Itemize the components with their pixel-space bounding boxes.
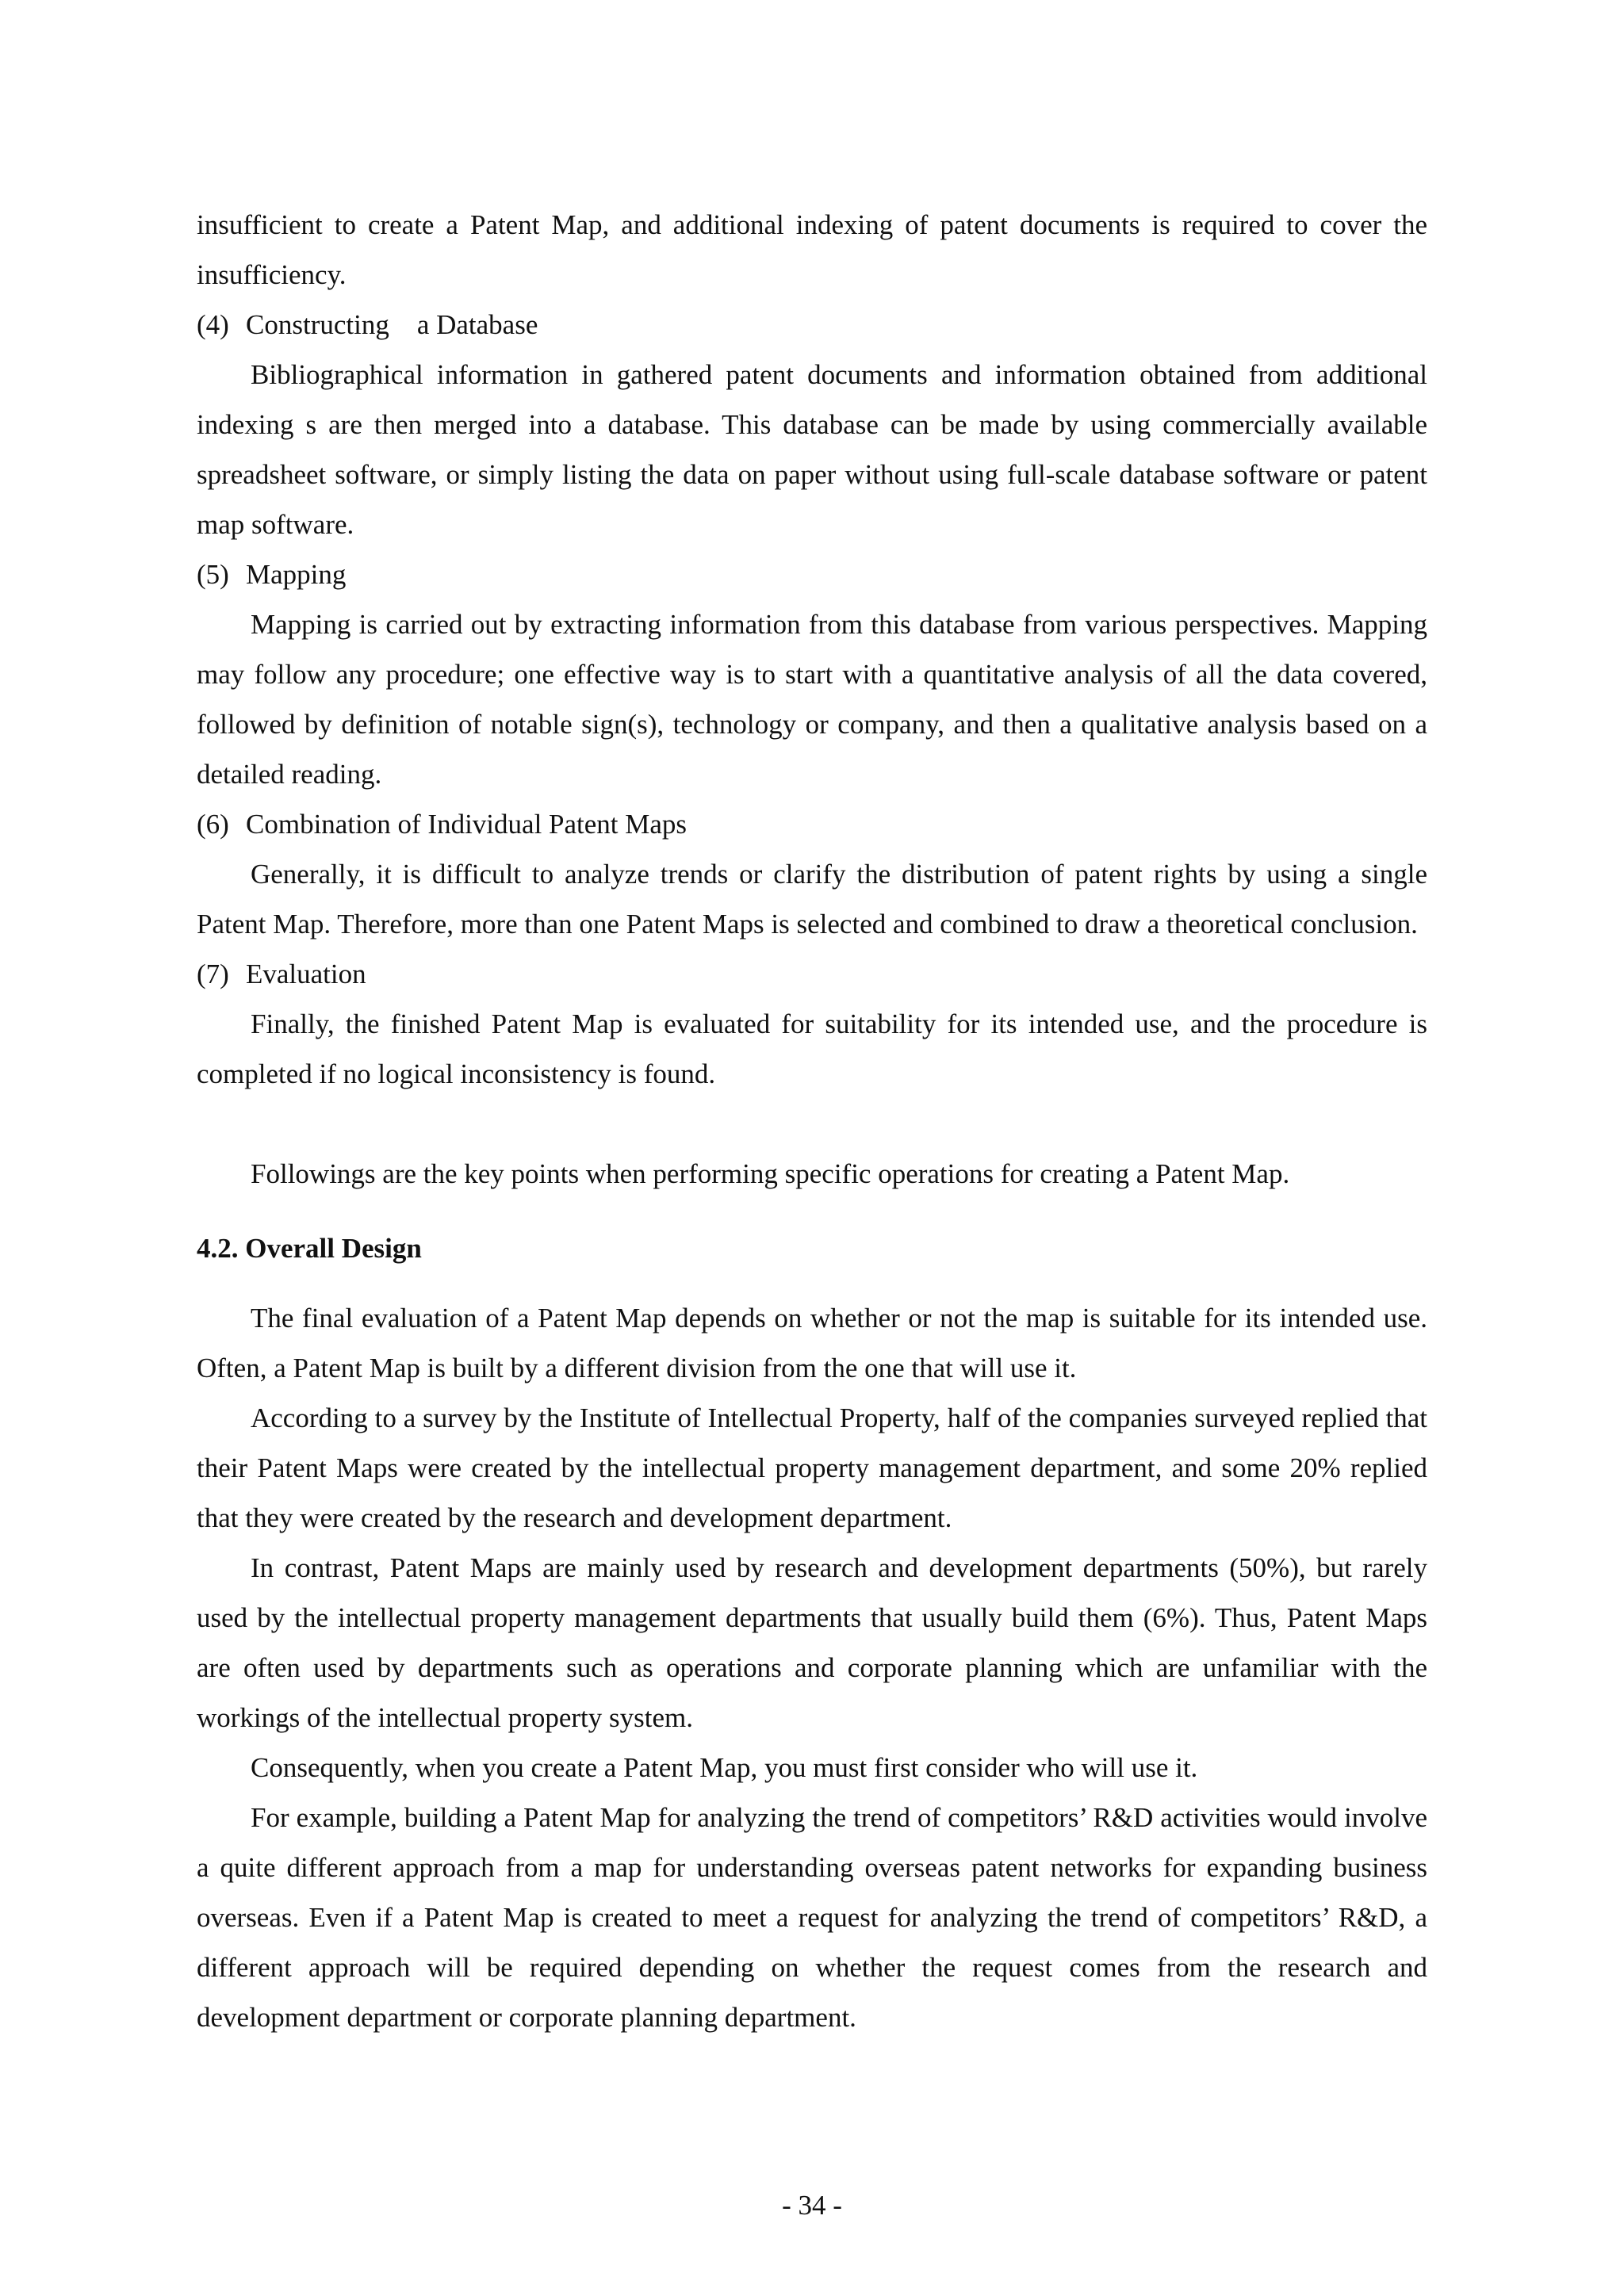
section-paragraph-1: The final evaluation of a Patent Map depends on whether or not the map is suitable for its intended use. Often, a Patent Map is built by a different division from the one that will use it. (197, 1303, 1427, 1383)
step-4-number: (4) (197, 309, 229, 340)
continuation-paragraph: insufficient to create a Patent Map, and additional indexing of patent documents is required to cover the insufficiency. (197, 209, 1427, 290)
step-6-heading (197, 799, 1427, 849)
step-5-title: Mapping (246, 559, 347, 590)
step-5-paragraph: Mapping is carried out by extracting information from this database from various perspectives. Mapping may follow any procedure; one effective way is to start with a quantitative analysis of all the data covered, followed by definition of notable sign(s), technology or company, and then a qualitative analysis based on a detailed reading. (197, 609, 1427, 790)
step-4-heading (197, 300, 1427, 350)
step-7-title: Evaluation (246, 959, 366, 989)
step-4-title: Constructing a Database (246, 309, 538, 340)
step-7-heading (197, 949, 1427, 999)
step-4-paragraph: Bibliographical information in gathered patent documents and information obtained from additional indexing s are then merged into a database. This database can be made by using commercially available spreadsheet software, or simply listing the data on paper without using full-scale database software or patent map software. (197, 359, 1427, 540)
step-6-number: (6) (197, 809, 229, 840)
section-paragraph-2: According to a survey by the Institute of Intellectual Property, half of the companies surveyed replied that their Patent Maps were created by the intellectual property management department, and some 20% replied that they were created by the research and development department. (197, 1402, 1427, 1533)
step-7-number: (7) (197, 959, 229, 989)
section-paragraph-3: In contrast, Patent Maps are mainly used by research and development departments (50%), but rarely used by the intellectual property management departments that usually build them (6%). Thus, Patent Maps are often used by departments such as operations and corporate planning which are unfamiliar with the workings of the intellectual property system. (197, 1552, 1427, 1733)
section-paragraph-4: Consequently, when you create a Patent Map, you must first consider who will use it. (251, 1752, 1198, 1783)
step-5-number: (5) (197, 559, 229, 590)
step-6-paragraph: Generally, it is difficult to analyze trends or clarify the distribution of patent rights by using a single Patent Map. Therefore, more than one Patent Maps is selected and combined to draw a theoretical conclusion. (197, 859, 1427, 939)
page-number: - 34 - (782, 2190, 842, 2221)
step-6-title: Combination of Individual Patent Maps (246, 809, 688, 840)
page-body (197, 200, 1427, 2042)
step-5-heading (197, 549, 1427, 599)
paragraph-gap (197, 1099, 1427, 1149)
section-paragraph-5: For example, building a Patent Map for analyzing the trend of competitors’ R&D activities would involve a quite different approach from a map for understanding overseas patent networks for expanding business overseas. Even if a Patent Map is created to meet a request for analyzing the trend of competitors’ R&D, a different approach will be required depending on whether the request comes from the research and development department or corporate planning department. (197, 1802, 1427, 2033)
step-7-paragraph: Finally, the finished Patent Map is evaluated for suitability for its intended use, and the procedure is completed if no logical inconsistency is found. (197, 1008, 1427, 1089)
section-heading: 4.2. Overall Design (197, 1233, 422, 1264)
followings-paragraph: Followings are the key points when performing specific operations for creating a Patent Map. (251, 1158, 1290, 1189)
